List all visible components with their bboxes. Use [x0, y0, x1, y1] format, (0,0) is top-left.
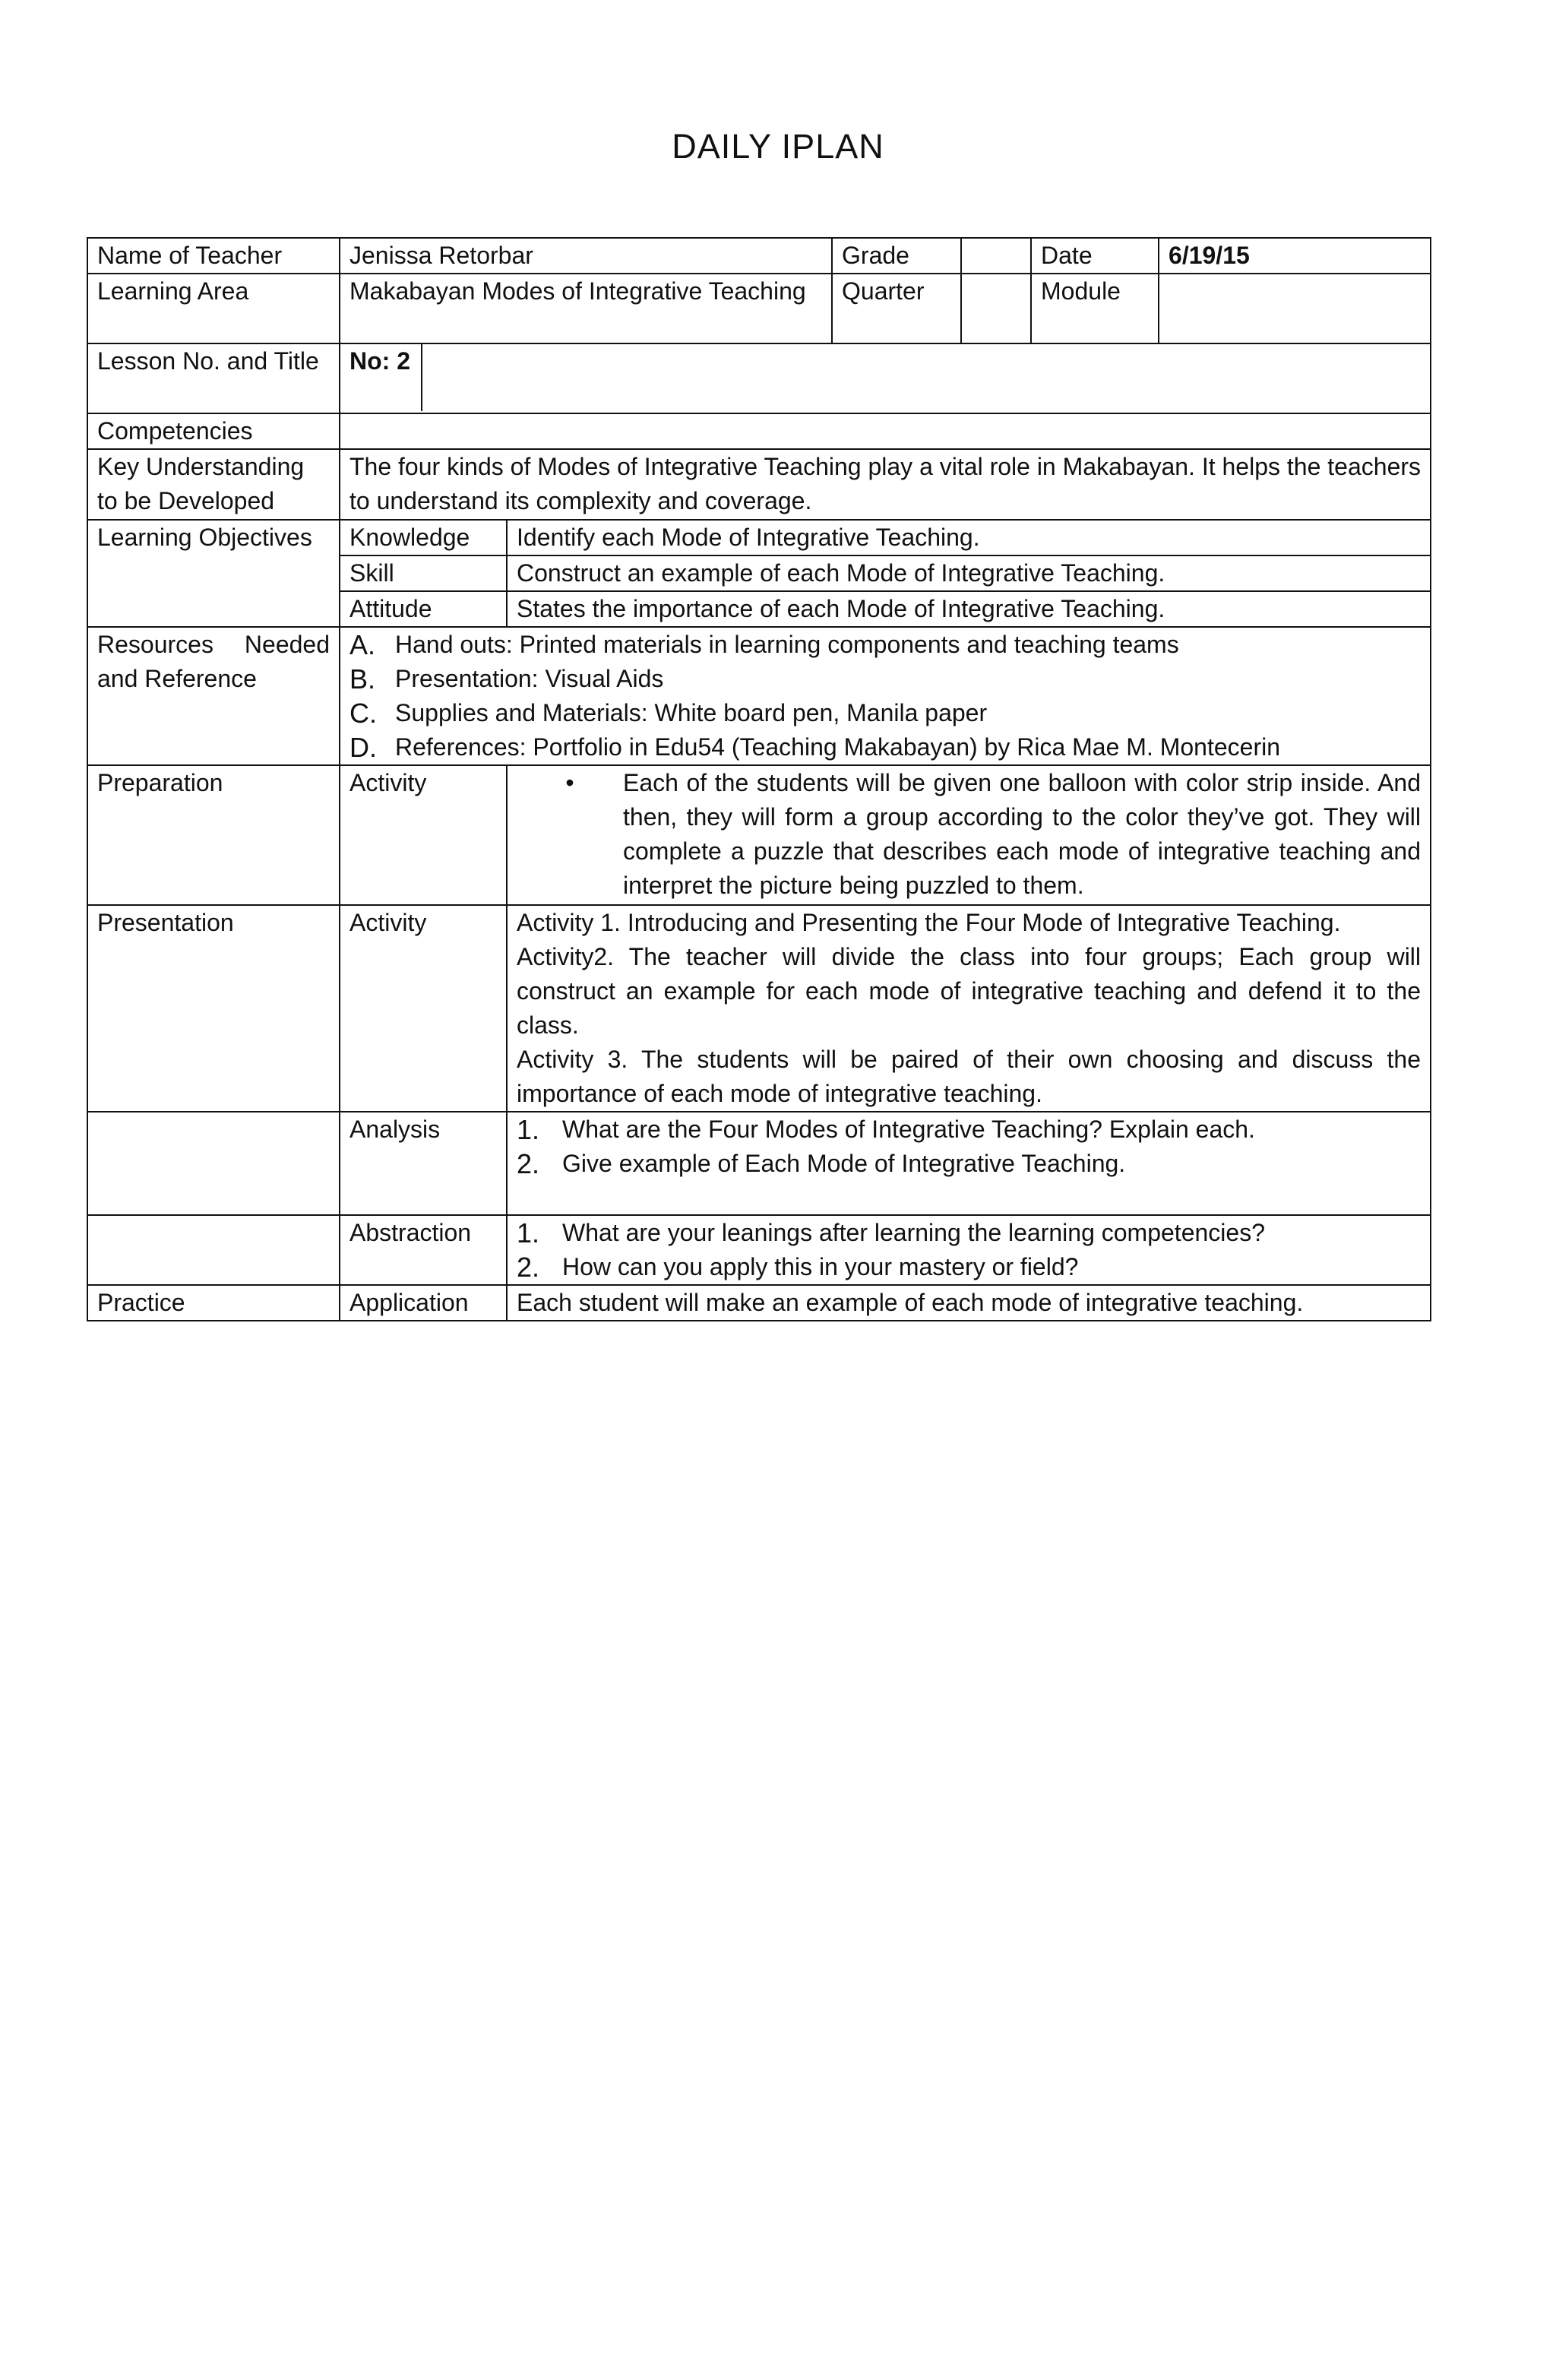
- objective-type: Skill: [340, 555, 507, 591]
- abstraction-questions: [507, 1215, 1431, 1285]
- lesson-value-cell: [340, 343, 1431, 413]
- date-label: Date: [1031, 238, 1159, 274]
- module-value: [1159, 274, 1431, 343]
- key-understanding-value: The four kinds of Modes of Integrative Teaching play a vital role in Makabayan. It helps the teachers to understand its complexity and coverage.: [340, 449, 1431, 520]
- competencies-value: [340, 413, 1431, 449]
- list-marker: D.: [349, 732, 377, 763]
- list-item: [349, 730, 1421, 764]
- presentation-row: [87, 905, 1431, 1112]
- grade-value: [961, 238, 1031, 274]
- list-marker: 2.: [517, 1148, 540, 1179]
- analysis-blank: [87, 1112, 340, 1215]
- preparation-activity-label: Activity: [340, 765, 507, 905]
- list-item: [517, 1250, 1421, 1284]
- analysis-row: [87, 1112, 1431, 1215]
- objective-text: Construct an example of each Mode of Integrative Teaching.: [507, 555, 1431, 591]
- competencies-row: [87, 413, 1431, 449]
- presentation-label: Presentation: [87, 905, 340, 1112]
- list-marker: 1.: [517, 1217, 540, 1249]
- bullet-icon: •: [565, 769, 574, 796]
- list-item: [517, 1112, 1421, 1147]
- list-item: [517, 1216, 1421, 1250]
- list-marker: A.: [349, 629, 376, 660]
- presentation-activities: [507, 905, 1431, 1112]
- preparation-label: Preparation: [87, 765, 340, 905]
- teacher-row: [87, 238, 1431, 274]
- list-item-text: How can you apply this in your mastery or field?: [562, 1253, 1079, 1280]
- list-item-text: Hand outs: Printed materials in learning components and teaching teams: [395, 631, 1179, 658]
- abstraction-row: [87, 1215, 1431, 1285]
- abstraction-blank: [87, 1215, 340, 1285]
- list-item: [349, 696, 1421, 730]
- key-understanding-label: Key Understanding to be Developed: [87, 449, 340, 520]
- list-marker: B.: [349, 663, 376, 695]
- resources-label: Resources Needed and Reference: [87, 627, 340, 765]
- key-understanding-row: [87, 449, 1431, 520]
- objective-text: Identify each Mode of Integrative Teaching.: [507, 520, 1431, 555]
- list-marker: 1.: [517, 1114, 540, 1145]
- teacher-label: Name of Teacher: [87, 238, 340, 274]
- quarter-value: [961, 274, 1031, 343]
- lesson-label: Lesson No. and Title: [87, 343, 340, 413]
- grade-label: Grade: [832, 238, 961, 274]
- competencies-label: Competencies: [87, 413, 340, 449]
- practice-activity-label: Application: [340, 1285, 507, 1321]
- module-label: Module: [1031, 274, 1159, 343]
- practice-row: [87, 1285, 1431, 1321]
- learning-area-value: Makabayan Modes of Integrative Teaching: [340, 274, 832, 343]
- activity-3: Activity 3. The students will be paired of their own choosing and discuss the importance of each mode of integrative teaching.: [517, 1046, 1422, 1107]
- list-item-text: Supplies and Materials: White board pen, Manila paper: [395, 699, 988, 726]
- list-marker: 2.: [517, 1252, 540, 1283]
- list-marker: C.: [349, 698, 377, 729]
- list-item-text: Presentation: Visual Aids: [395, 665, 664, 692]
- activity-1: Activity 1. Introducing and Presenting the Four Mode of Integrative Teaching.: [517, 909, 1341, 936]
- resources-row: [87, 627, 1431, 765]
- list-item-text: References: Portfolio in Edu54 (Teaching Makabayan) by Rica Mae M. Montecerin: [395, 733, 1281, 761]
- abstraction-label: Abstraction: [340, 1215, 507, 1285]
- teacher-value: Jenissa Retorbar: [340, 238, 832, 274]
- objective-type: Knowledge: [340, 520, 507, 555]
- resources-list: [340, 627, 1431, 765]
- practice-text: Each student will make an example of each mode of integrative teaching.: [507, 1285, 1431, 1321]
- quarter-label: Quarter: [832, 274, 961, 343]
- page-title: DAILY IPLAN: [672, 127, 884, 166]
- objective-text: States the importance of each Mode of Integrative Teaching.: [507, 591, 1431, 627]
- objective-row: [87, 520, 1431, 555]
- list-item: [349, 628, 1421, 662]
- analysis-questions: [507, 1112, 1431, 1215]
- presentation-activity-label: Activity: [340, 905, 507, 1112]
- practice-label: Practice: [87, 1285, 340, 1321]
- preparation-text: Each of the students will be given one balloon with color strip inside. And then, they will form a group according to the color they’ve got. They will complete a puzzle that describes each mode of integrative teaching and interpret the picture being puzzled to them.: [623, 769, 1422, 899]
- date-value: 6/19/15: [1159, 238, 1431, 274]
- objective-type: Attitude: [340, 591, 507, 627]
- activity-2: Activity2. The teacher will divide the class into four groups; Each group will construct an example for each mode of integrative teaching and defend it to the class.: [517, 943, 1422, 1039]
- learning-area-label: Learning Area: [87, 274, 340, 343]
- list-item-text: What are your leanings after learning the learning competencies?: [562, 1219, 1265, 1246]
- learning-area-row: [87, 274, 1431, 343]
- objectives-label: Learning Objectives: [87, 520, 340, 627]
- preparation-activity: [507, 765, 1431, 905]
- list-item-text: What are the Four Modes of Integrative Teaching? Explain each.: [562, 1116, 1255, 1143]
- list-item: [517, 1147, 1421, 1181]
- analysis-label: Analysis: [340, 1112, 507, 1215]
- daily-plan-table: [87, 237, 1431, 1321]
- preparation-row: [87, 765, 1431, 905]
- list-item-text: Give example of Each Mode of Integrative Teaching.: [562, 1150, 1126, 1177]
- lesson-row: [87, 343, 1431, 413]
- lesson-number: No: 2: [349, 344, 422, 411]
- list-item: [349, 662, 1421, 696]
